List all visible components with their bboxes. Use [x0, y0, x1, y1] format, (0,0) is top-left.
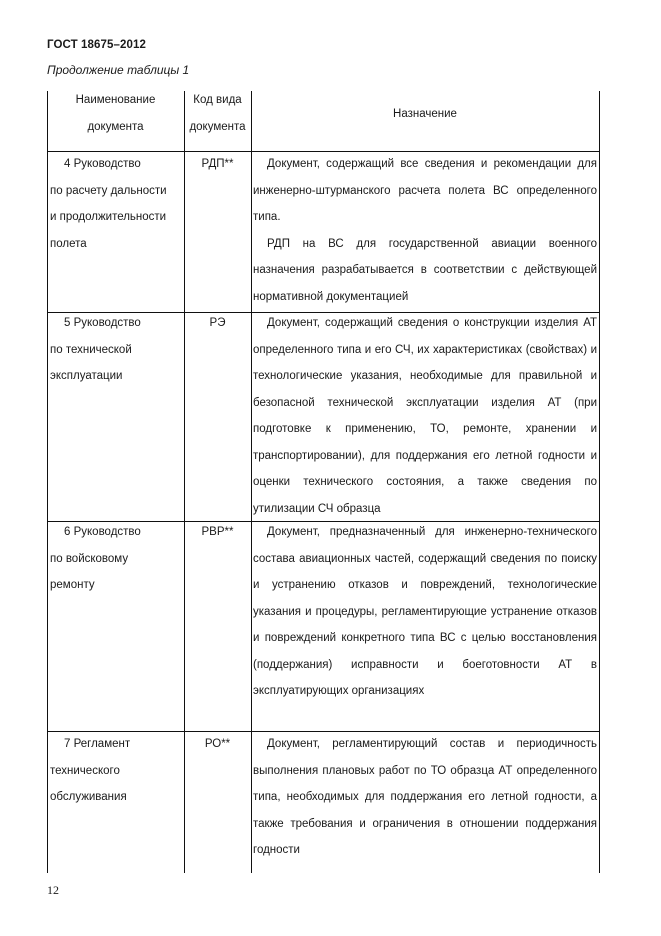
purpose-paragraph: Документ, содержащий сведения о конструкции изделия АТ определенного типа и его СЧ, их характеристиках (свойствах) и технологические указания, необходимые для правильной и безопасной технической эксплуатации изделия АТ (при подготовке к применению, ТО, ремонте, хранении и транспортировании), для поддержания его летной годности и оценки технического состояния, а также сведения по утилизации СЧ образца — [253, 317, 597, 515]
row-code: РВР** — [201, 526, 234, 538]
column-header-name — [47, 87, 184, 141]
purpose-paragraph: Документ, содержащий все сведения и рекомендации для инженерно-штурманского расчета полета ВС определенного типа. — [253, 158, 597, 223]
column-header-code-line: документа — [189, 121, 246, 133]
column-header-purpose: Назначение — [393, 108, 457, 120]
row-name-line: по войсковому — [50, 552, 129, 565]
row-name-line: ремонту — [50, 579, 95, 591]
table-continuation-caption: Продолжение таблицы 1 — [47, 63, 190, 77]
row-name-line: 4 Руководство — [64, 158, 141, 170]
row-name-line: и продолжительности — [50, 211, 167, 223]
purpose-paragraph: Документ, регламентирующий состав и периодичность выполнения плановых работ по ТО образца АТ определенного типа, необходимых для поддержания его летной годности, а также требования и ограничения в отношении поддержания годности — [253, 738, 597, 856]
document-table — [47, 91, 600, 873]
row-purpose — [253, 310, 597, 522]
row-name-line: 6 Руководство — [64, 526, 141, 538]
row-name-line: 7 Регламент — [64, 738, 131, 750]
row-name-line: по технической — [50, 343, 132, 356]
row-code: РО** — [204, 738, 231, 750]
row-name — [50, 310, 183, 390]
purpose-paragraph: РДП на ВС для государственной авиации военного назначения разрабатывается в соответствии с действующей нормативной документацией — [253, 237, 597, 303]
row-code: РЭ — [209, 317, 226, 329]
column-header-name-line: Наименование — [75, 94, 156, 106]
row-name-line: технического — [50, 764, 120, 777]
row-name — [50, 519, 183, 599]
row-purpose — [253, 151, 597, 310]
row-name — [50, 731, 183, 811]
row-name-line: обслуживания — [50, 791, 127, 803]
purpose-paragraph: Документ, предназначенный для инженерно-технического состава авиационных частей, содержащий сведения по поиску и устранению отказов и повреждений, технологические указания и процедуры, регламентирующие устранение отказов и повреждений конкретного типа ВС с целью восстановления (поддержания) исправности и боеготовности АТ в эксплуатирующих организациях — [253, 526, 597, 697]
page-number: 12 — [47, 883, 59, 897]
table-border-right — [599, 91, 600, 873]
table-border-left — [47, 91, 48, 873]
column-header-code-line: Код вида — [193, 94, 242, 106]
column-header-code — [184, 87, 251, 141]
row-purpose — [253, 519, 597, 705]
row-purpose — [253, 731, 597, 864]
standard-code: ГОСТ 18675–2012 — [47, 39, 147, 51]
row-name-line: полета — [50, 237, 87, 250]
row-name — [50, 151, 183, 257]
column-header-name-line: документа — [87, 121, 144, 133]
row-code: РДП** — [201, 158, 234, 170]
row-name-line: 5 Руководство — [64, 317, 141, 329]
row-name-line: эксплуатации — [50, 370, 123, 382]
row-name-line: по расчету дальности — [50, 184, 167, 197]
column-divider-2 — [251, 91, 252, 873]
